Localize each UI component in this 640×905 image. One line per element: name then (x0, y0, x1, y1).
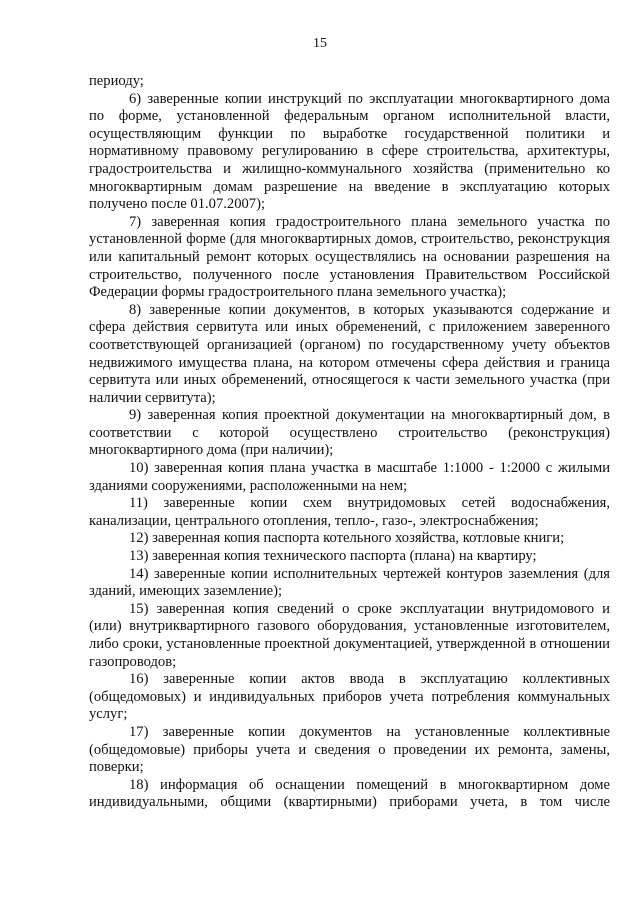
page-number: 15 (313, 36, 327, 51)
list-item-17: 17) заверенные копии документов на установленные коллективные (общедомовые) приборы учета и сведения о проведении их ремонта, замены, поверки; (89, 723, 610, 776)
list-item-11: 11) заверенные копии схем внутридомовых сетей водоснабжения, канализации, центрального отопления, тепло-, газо-, электроснабжения; (89, 495, 610, 529)
list-item-6: 6) заверенные копии инструкций по эксплуатации многоквартирного дома по форме, установленной федеральным органом исполнительной власти, осуществляющим функции по выработке государственной политики и нормативному правовому регулированию в сфере строительства, архитектуры, градостроительства и жилищно-коммунального хозяйства (применительно ко многоквартирным домам разрешение на введение в эксплуатацию которых получено после 01.07.2007); (89, 90, 610, 213)
list-item-13: 13) заверенная копия технического паспорта (плана) на квартиру; (129, 548, 537, 565)
list-item-9: 9) заверенная копия проектной документации на многоквартирный дом, в соответствии с которой осуществлено строительство (реконструкция) многоквартирного дома (при наличии); (89, 407, 610, 459)
document-body (89, 73, 610, 812)
list-item-16: 16) заверенные копии актов ввода в эксплуатацию коллективных (общедомовых) и индивидуальных приборов учета потребления коммунальных услуг; (89, 671, 610, 723)
continuation-text: периоду; (89, 73, 144, 89)
list-item-15: 15) заверенная копия сведений о сроке эксплуатации внутридомового и (или) внутриквартирного газового оборудования, установленные изготовителем, либо сроки, установленные проектной документацией, утвержденной в отношении газопроводов; (89, 600, 610, 670)
list-item-10: 10) заверенная копия плана участка в масштабе 1:1000 - 1:2000 с жилыми зданиями сооружениями, расположенными на нем; (89, 460, 610, 494)
list-item-12: 12) заверенная копия паспорта котельного хозяйства, котловые книги; (129, 530, 565, 547)
list-item-14: 14) заверенные копии исполнительных чертежей контуров заземления (для зданий, имеющих заземление); (89, 565, 610, 600)
list-item-7: 7) заверенная копия градостроительного плана земельного участка по установленной форме (для многоквартирных домов, строительство, реконструкция или капитальный ремонт которых осуществлялись на основании разрешения на строительство, полученного после установления Правительством Российской Федерации формы градостроительного плана земельного участка); (89, 213, 610, 301)
list-item-18: 18) информация об оснащении помещений в многоквартирном доме индивидуальными, общими (квартирными) приборами учета, в том числе (89, 776, 610, 811)
list-item-8: 8) заверенные копии документов, в которых указываются содержание и сфера действия сервитута или иных обременений, с приложением заверенного соответствующей организацией (органом) по государственному учету объектов недвижимого имущества плана, на котором отмечены сфера действия и граница сервитута или иных обременений, относящегося к части земельного участка (при наличии сервитута); (89, 301, 610, 406)
